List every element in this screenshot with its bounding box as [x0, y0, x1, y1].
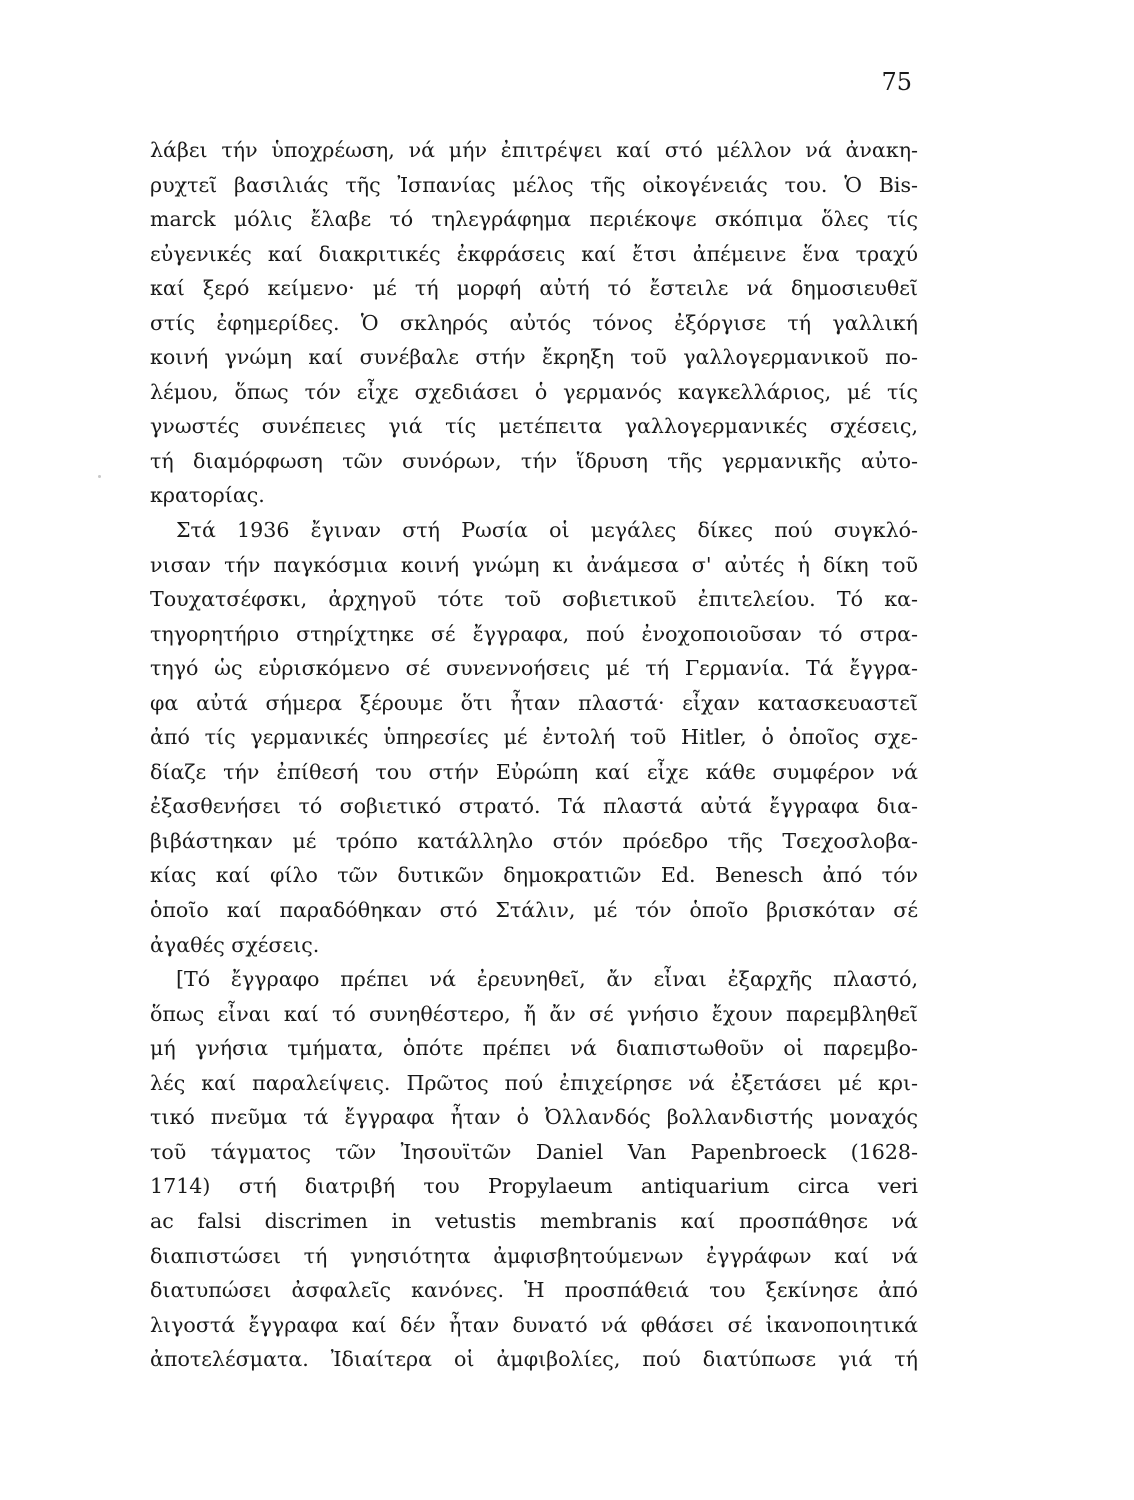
- text-line: εὐγενικές καί διακριτικές ἐκφράσεις καί ἔτσι ἀπέμεινε ἕνα τραχύ: [150, 241, 918, 266]
- text-line: κοινή γνώμη καί συνέβαλε στήν ἔκρηξη τοῦ γαλλογερμανικοῦ πο-: [150, 345, 918, 370]
- text-line: νισαν τήν παγκόσμια κοινή γνώμη κι ἀνάμεσα σ' αὐτές ἡ δίκη τοῦ: [150, 552, 918, 577]
- text-line: Τουχατσέφσκι, ἀρχηγοῦ τότε τοῦ σοβιετικοῦ ἐπιτελείου. Τό κα-: [150, 587, 918, 612]
- text-line: λές καί παραλείψεις. Πρῶτος πού ἐπιχείρησε νά ἐξετάσει μέ κρι-: [150, 1070, 918, 1095]
- text-line: ἀπό τίς γερμανικές ὑπηρεσίες μέ ἐντολή τοῦ Hitler, ὁ ὁποῖος σχε-: [150, 725, 918, 750]
- text-line: ἀποτελέσματα. Ἰδιαίτερα οἱ ἀμφιβολίες, πού διατύπωσε γιά τή: [150, 1347, 918, 1372]
- paragraph-2: [150, 513, 918, 962]
- text-line: διαπιστώσει τή γνησιότητα ἀμφισβητούμενων ἐγγράφων καί νά: [150, 1243, 918, 1268]
- text-line: 1714) στή διατριβή του Propylaeum antiquarium circa veri: [150, 1174, 918, 1199]
- text-line: ac falsi discrimen in vetustis membranis καί προσπάθησε νά: [150, 1208, 918, 1233]
- paragraph-3: [150, 962, 918, 1377]
- text-line: βιβάστηκαν μέ τρόπο κατάλληλο στόν πρόεδρο τῆς Τσεχοσλοβα-: [150, 828, 918, 853]
- text-line: φα αὐτά σήμερα ξέρουμε ὅτι ἦταν πλαστά· εἶχαν κατασκευαστεῖ: [150, 690, 918, 715]
- text-line: τοῦ τάγματος τῶν Ἰησουϊτῶν Daniel Van Papenbroeck (1628-: [150, 1139, 918, 1164]
- text-line: ἀγαθές σχέσεις.: [150, 932, 320, 957]
- text-line: τηγό ὡς εὑρισκόμενο σέ συνεννοήσεις μέ τή Γερμανία. Τά ἔγγρα-: [150, 656, 918, 681]
- text-line: δίαζε τήν ἐπίθεσή του στήν Εὐρώπη καί εἶχε κάθε συμφέρον νά: [150, 759, 918, 784]
- text-line: μή γνήσια τμήματα, ὁπότε πρέπει νά διαπιστωθοῦν οἱ παρεμβο-: [150, 1036, 918, 1061]
- text-line: κίας καί φίλο τῶν δυτικῶν δημοκρατιῶν Ed. Benesch ἀπό τόν: [150, 863, 918, 888]
- text-line: ὅπως εἶναι καί τό συνηθέστερο, ἤ ἄν σέ γνήσιο ἔχουν παρεμβληθεῖ: [150, 1001, 918, 1026]
- text-line: τή διαμόρφωση τῶν συνόρων, τήν ἵδρυση τῆς γερμανικῆς αὐτο-: [150, 448, 918, 473]
- text-line: γνωστές συνέπειες γιά τίς μετέπειτα γαλλογερμανικές σχέσεις,: [150, 414, 918, 439]
- text-line: τικό πνεῦμα τά ἔγγραφα ἦταν ὁ Ὀλλανδός βολλανδιστής μοναχός: [150, 1105, 918, 1130]
- text-line: λιγοστά ἔγγραφα καί δέν ἦταν δυνατό νά φθάσει σέ ἱκανοποιητικά: [150, 1312, 918, 1337]
- page-number: 75: [881, 68, 912, 96]
- text-line: καί ξερό κείμενο· μέ τή μορφή αὐτή τό ἔστειλε νά δημοσιευθεῖ: [150, 276, 918, 301]
- text-line: marck μόλις ἔλαβε τό τηλεγράφημα περιέκοψε σκόπιμα ὅλες τίς: [150, 207, 918, 232]
- text-line: Στά 1936 ἔγιναν στή Ρωσία οἱ μεγάλες δίκες πού συγκλό-: [176, 518, 918, 543]
- text-line: ρυχτεῖ βασιλιάς τῆς Ἰσπανίας μέλος τῆς οἰκογένειάς του. Ὁ Bis-: [150, 172, 918, 197]
- text-line: διατυπώσει ἀσφαλεῖς κανόνες. Ἡ προσπάθειά του ξεκίνησε ἀπό: [150, 1278, 918, 1303]
- text-line: ἐξασθενήσει τό σοβιετικό στρατό. Τά πλαστά αὐτά ἔγγραφα δια-: [150, 794, 918, 819]
- text-line: τηγορητήριο στηρίχτηκε σέ ἔγγραφα, πού ἐνοχοποιοῦσαν τό στρα-: [150, 621, 918, 646]
- text-line: [Τό ἔγγραφο πρέπει νά ἐρευνηθεῖ, ἄν εἶναι ἐξαρχῆς πλαστό,: [176, 967, 918, 992]
- body-text: [150, 133, 918, 1377]
- paragraph-1: [150, 133, 918, 513]
- text-line: στίς ἐφημερίδες. Ὁ σκληρός αὐτός τόνος ἐξόργισε τή γαλλική: [150, 310, 918, 335]
- text-line: λάβει τήν ὑποχρέωση, νά μήν ἐπιτρέψει καί στό μέλλον νά ἀνακη-: [150, 138, 918, 162]
- scan-speck: [98, 475, 101, 478]
- text-line: ὁποῖο καί παραδόθηκαν στό Στάλιν, μέ τόν ὁποῖο βρισκόταν σέ: [150, 898, 918, 923]
- text-line: κρατορίας.: [150, 483, 265, 508]
- text-line: λέμου, ὅπως τόν εἶχε σχεδιάσει ὁ γερμανός καγκελλάριος, μέ τίς: [150, 379, 918, 404]
